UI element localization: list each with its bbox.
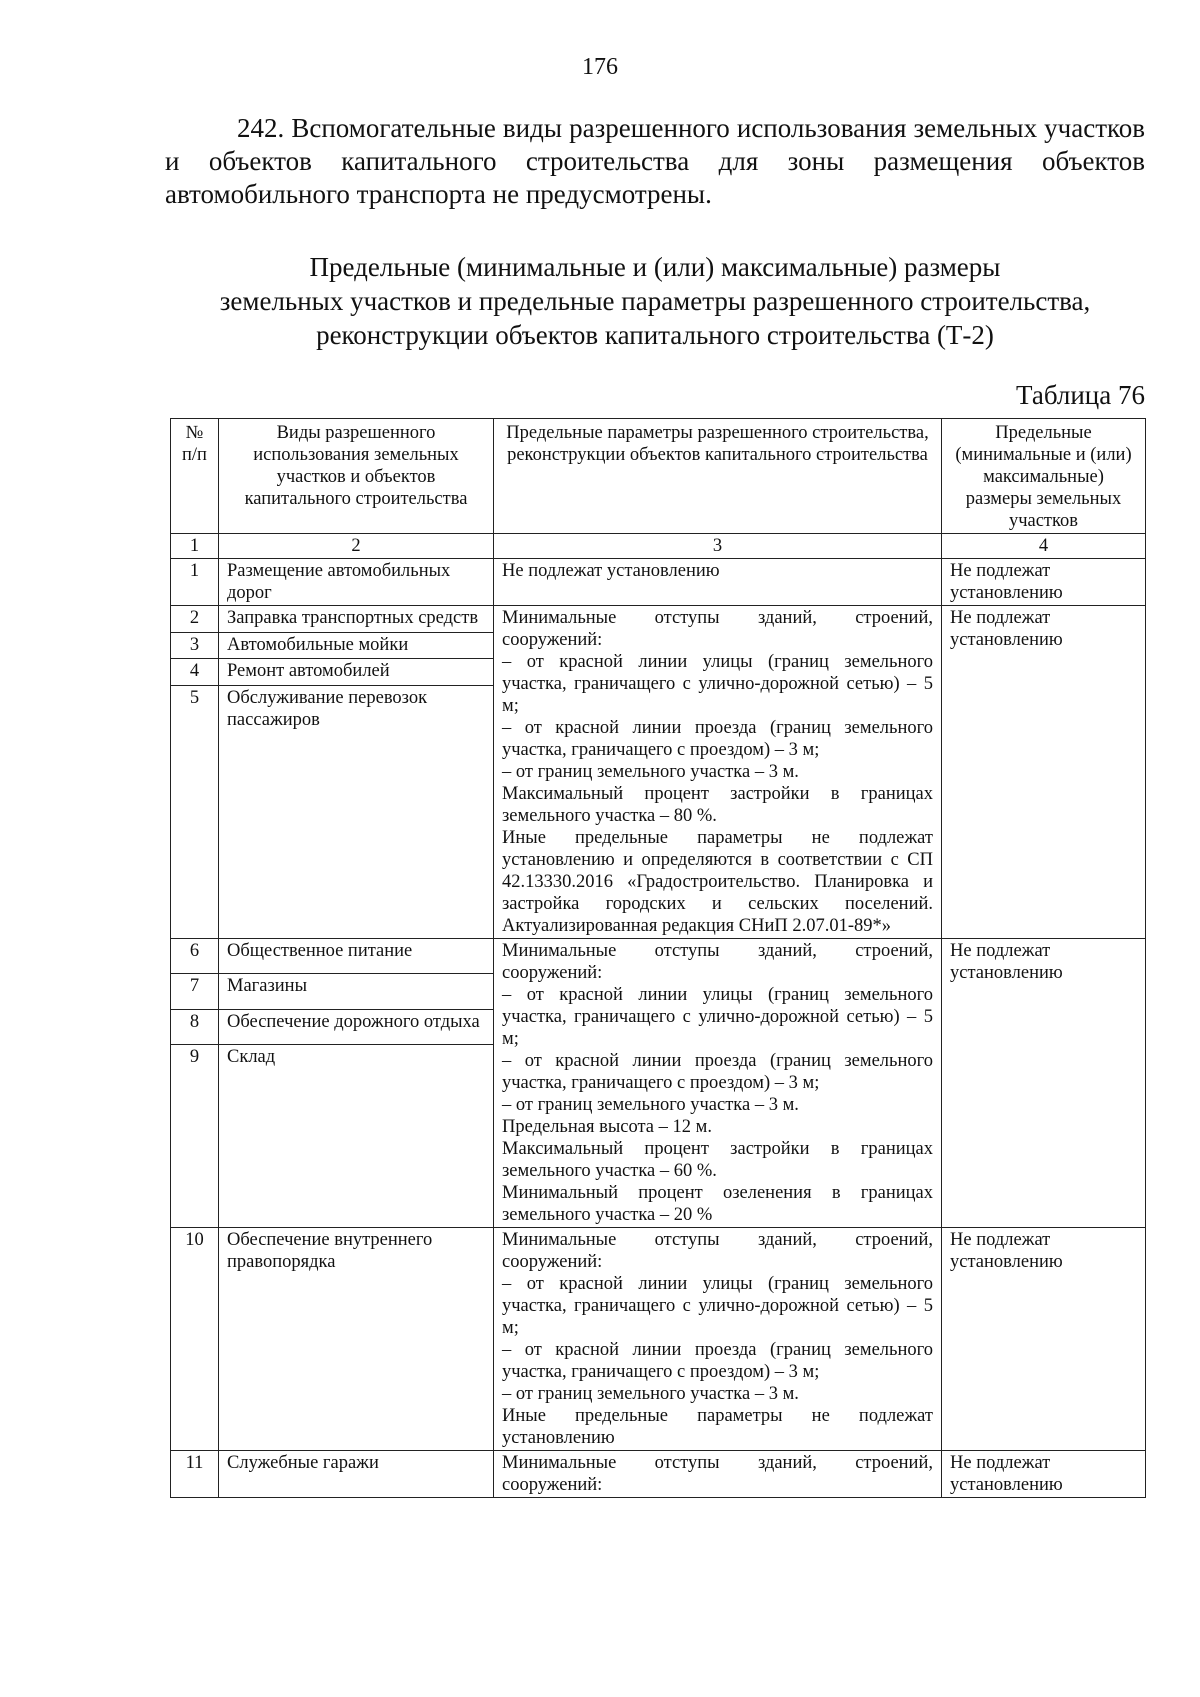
param-line: Минимальные отступы зданий, строений, сооружений: xyxy=(502,1230,933,1272)
param-line: – от красной линии улицы (границ земельного участка, граничащего с улично-дорожной сетью) – 5 м; xyxy=(502,985,933,1049)
row-use-type: Заправка транспортных средств xyxy=(219,606,494,633)
header-num: № п/п xyxy=(171,419,219,534)
param-line: – от красной линии улицы (границ земельного участка, граничащего с улично-дорожной сетью) – 5 м; xyxy=(502,652,933,716)
header-use-type: Виды разрешенного использования земельных участков и объектов капитального строительства xyxy=(219,419,494,534)
param-line: Минимальные отступы зданий, строений, сооружений: xyxy=(502,941,933,983)
param-line: Иные предельные параметры не подлежат установлению xyxy=(502,1406,933,1448)
param-line: – от границ земельного участка – 3 м. xyxy=(502,1384,799,1404)
row-params: Не подлежат установлению xyxy=(494,559,942,606)
row-params xyxy=(494,1451,942,1498)
column-number: 2 xyxy=(219,534,494,559)
param-line: Минимальные отступы зданий, строений, сооружений: xyxy=(502,608,933,650)
row-num: 8 xyxy=(171,1009,219,1044)
param-line: Максимальный процент застройки в границах земельного участка – 60 %. xyxy=(502,1139,933,1181)
heading-line-2: земельных участков и предельные параметры разрешенного строительства, xyxy=(219,286,1091,316)
row-use-type: Размещение автомобильных дорог xyxy=(219,559,494,606)
param-line: – от красной линии проезда (границ земельного участка, граничащего с проездом) – 3 м; xyxy=(502,718,933,760)
row-use-type: Обеспечение внутреннего правопорядка xyxy=(219,1228,494,1451)
row-use-type: Обслуживание перевозок пассажиров xyxy=(219,686,494,939)
row-num: 6 xyxy=(171,939,219,974)
table-row xyxy=(171,939,1146,974)
row-num: 11 xyxy=(171,1451,219,1498)
heading-line-1: Предельные (минимальные и (или) максимальные) размеры xyxy=(309,252,1001,282)
row-use-type: Общественное питание xyxy=(219,939,494,974)
row-use-type: Автомобильные мойки xyxy=(219,632,494,659)
row-sizes: Не подлежат установлению xyxy=(942,1228,1146,1451)
param-line: Минимальный процент озеленения в границах земельного участка – 20 % xyxy=(502,1183,933,1225)
param-line: Иные предельные параметры не подлежат установлению и определяются в соответствии с СП 42.13330.2016 «Градостроительство. Планировка и застройка городских и сельских поселений. Актуализированная редакция СНиП 2.07.01-89*» xyxy=(502,828,933,936)
row-params xyxy=(494,939,942,1228)
table-caption: Таблица 76 xyxy=(1016,380,1145,410)
row-num: 4 xyxy=(171,659,219,686)
row-num: 2 xyxy=(171,606,219,633)
column-number: 4 xyxy=(942,534,1146,559)
regulations-table xyxy=(170,418,1146,1498)
param-line: – от красной линии улицы (границ земельного участка, граничащего с улично-дорожной сетью) – 5 м; xyxy=(502,1274,933,1338)
row-num: 9 xyxy=(171,1045,219,1228)
table-row xyxy=(171,1451,1146,1498)
row-params xyxy=(494,1228,942,1451)
table-heading xyxy=(165,250,1145,352)
param-line: – от красной линии проезда (границ земельного участка, граничащего с проездом) – 3 м; xyxy=(502,1051,933,1093)
table-row xyxy=(171,606,1146,633)
column-number: 3 xyxy=(494,534,942,559)
table-row xyxy=(171,1228,1146,1451)
row-sizes: Не подлежат установлению xyxy=(942,606,1146,939)
row-sizes: Не подлежат установлению xyxy=(942,939,1146,1228)
param-line: Максимальный процент застройки в границах земельного участка – 80 %. xyxy=(502,784,933,826)
header-params: Предельные параметры разрешенного строительства, реконструкции объектов капитального строительства xyxy=(494,419,942,534)
row-use-type: Обеспечение дорожного отдыха xyxy=(219,1009,494,1044)
row-num: 1 xyxy=(171,559,219,606)
row-use-type: Склад xyxy=(219,1045,494,1228)
column-number-row xyxy=(171,534,1146,559)
table-row xyxy=(171,559,1146,606)
row-num: 5 xyxy=(171,686,219,939)
row-use-type: Магазины xyxy=(219,974,494,1009)
row-params xyxy=(494,606,942,939)
row-use-type: Ремонт автомобилей xyxy=(219,659,494,686)
column-number: 1 xyxy=(171,534,219,559)
header-row xyxy=(171,419,1146,534)
param-line: – от красной линии проезда (границ земельного участка, граничащего с проездом) – 3 м; xyxy=(502,1340,933,1382)
row-num: 3 xyxy=(171,632,219,659)
paragraph-242: 242. Вспомогательные виды разрешенного использования земельных участков и объектов капитального строительства для зоны размещения объектов автомобильного транспорта не предусмотрены. xyxy=(165,113,1145,209)
heading-line-3: реконструкции объектов капитального строительства (Т-2) xyxy=(316,320,994,350)
page-number: 176 xyxy=(582,54,618,80)
param-line: Минимальные отступы зданий, строений, сооружений: xyxy=(502,1453,933,1495)
row-use-type: Служебные гаражи xyxy=(219,1451,494,1498)
param-line: – от границ земельного участка – 3 м. xyxy=(502,1095,799,1115)
row-num: 10 xyxy=(171,1228,219,1451)
param-line: – от границ земельного участка – 3 м. xyxy=(502,762,799,782)
header-sizes: Предельные (минимальные и (или) максимальные) размеры земельных участков xyxy=(942,419,1146,534)
param-line: Предельная высота – 12 м. xyxy=(502,1117,712,1137)
row-sizes: Не подлежат установлению xyxy=(942,559,1146,606)
row-sizes: Не подлежат установлению xyxy=(942,1451,1146,1498)
row-num: 7 xyxy=(171,974,219,1009)
